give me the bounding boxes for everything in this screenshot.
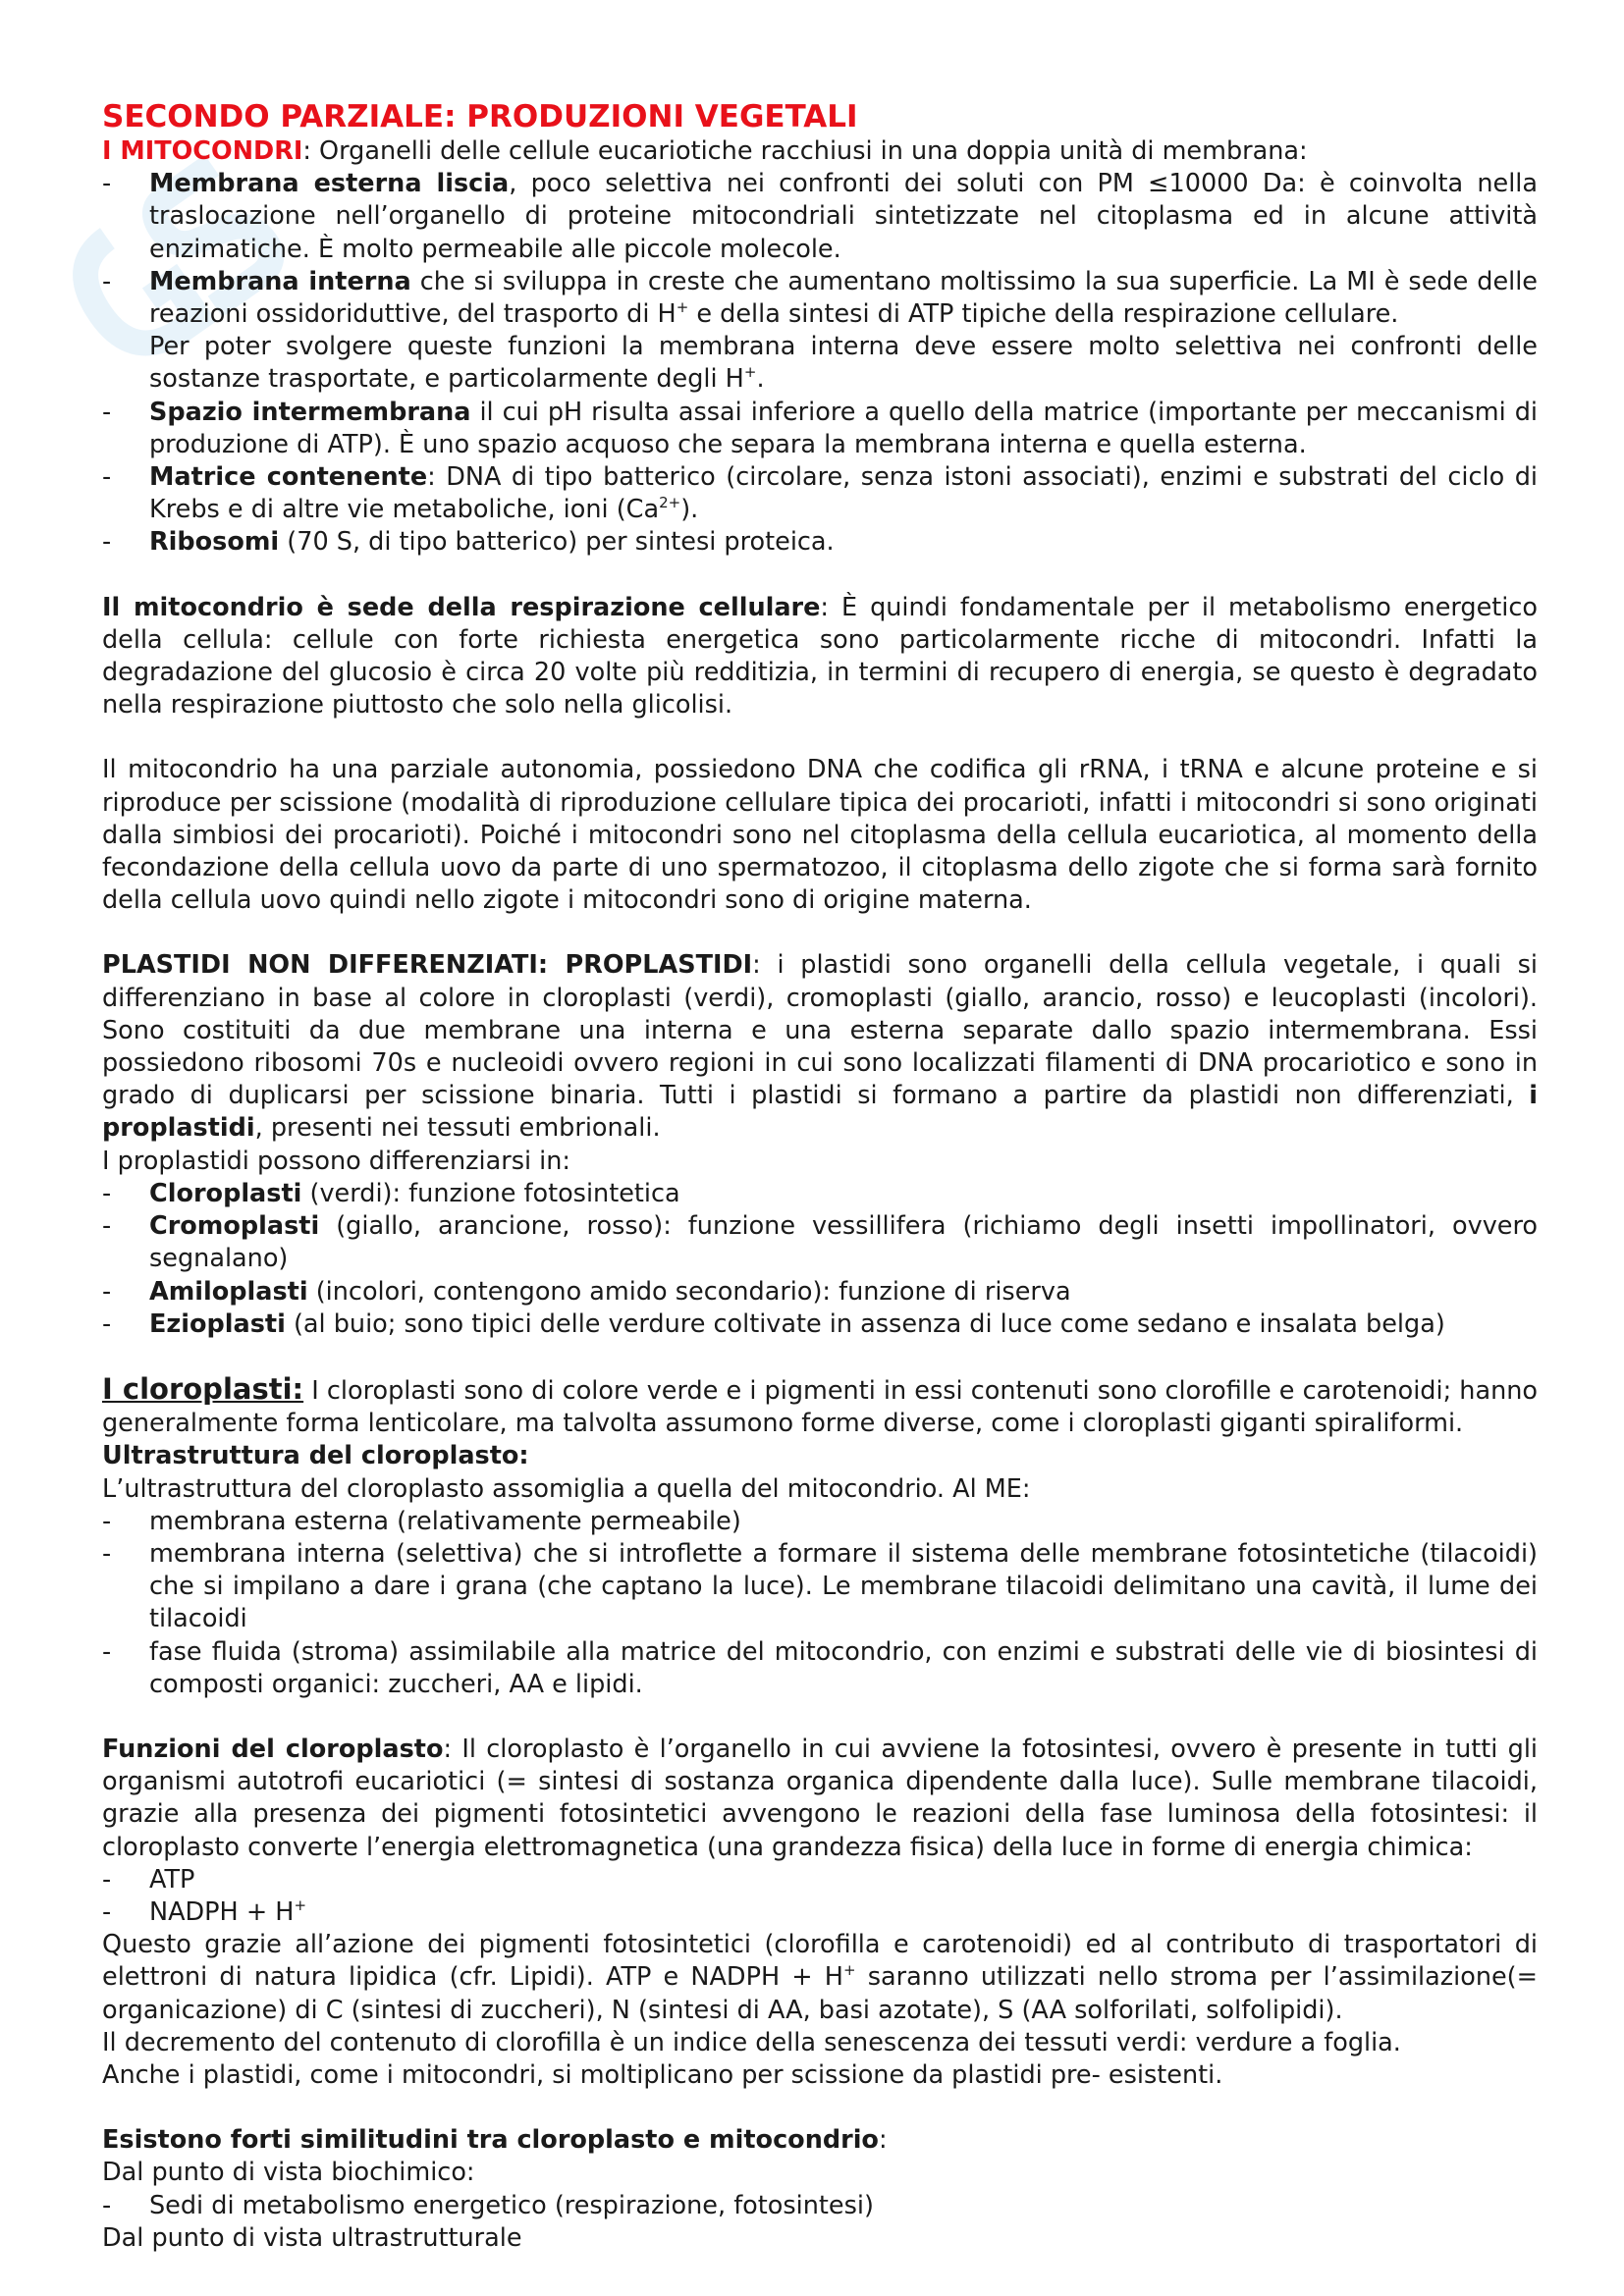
- list-item: - NADPH + H+: [102, 1896, 1538, 1929]
- cloroplasti-paragraph: I cloroplasti: I cloroplasti sono di colore verde e i pigmenti in essi contenuti sono clorofille e carotenoidi; hanno generalmente forma lenticolare, ma talvolta assumono forme diverse, come i cloroplasti giganti spiraliformi.: [102, 1371, 1538, 1439]
- ultrastruttura-text: L’ultrastruttura del cloroplasto assomiglia a quella del mitocondrio. Al ME:: [102, 1473, 1031, 1504]
- list-item: - Membrana esterna liscia, poco selettiva nei confronti dei soluti con PM ≤10000 Da: è coinvolta nella traslocazione nell’organello di proteine mitocondriali sintetizzate nel citoplasma ed in alcune attività enzimatiche. È molto permeabile alle piccole molecole.: [102, 168, 1538, 266]
- funzioni-paragraph: Funzioni del cloroplasto: Il cloroplasto è l’organello in cui avviene la fotosintesi, ovvero è presente in tutti gli organismi autotrofi eucariotici (= sintesi di sostanza organica dipendente dalla luce). Sulle membrane tilacoidi, grazie alla presenza dei pigmenti fotosintetici avvengono le reazioni della fase luminosa della fotosintesi: il cloroplasto converte l’energia elettromagnetica (una grandezza fisica) della luce in forme di energia chimica:: [102, 1734, 1538, 1862]
- list-item: - Matrice contenente: DNA di tipo batterico (circolare, senza istoni associati), enzimi e substrati del ciclo di Krebs e di altre vie metaboliche, ioni $(Ca^{2+})$.: [102, 461, 1538, 526]
- list-item: - fase fluida (stroma) assimilabile alla matrice del mitocondrio, con enzimi e substrati delle vie di biosintesi di composti organici: zuccheri, AA e lipidi.: [102, 1636, 1538, 1701]
- ultrastruttura-list: [102, 1506, 1538, 1701]
- funzioni-line-3: Il decremento del contenuto di clorofilla è un indice della senescenza dei tessuti verdi: verdure a foglia.: [102, 2027, 1401, 2057]
- funzioni-line-4: Anche i plastidi, come i mitocondri, si moltiplicano per scissione da plastidi pre- esistenti.: [102, 2059, 1223, 2090]
- mitocondri-intro: I MITOCONDRI: Organelli delle cellule eucariotiche racchiusi in una doppia unità di membrana:: [102, 136, 1308, 166]
- plastidi-line: I proplastidi possono differenziarsi in:: [102, 1146, 571, 1176]
- list-item: - Ezioplasti (al buio; sono tipici delle verdure coltivate in assenza di luce come sedano e insalata belga): [102, 1308, 1538, 1341]
- similitudini-list: [102, 2190, 1538, 2222]
- funzioni-list: [102, 1864, 1538, 1929]
- similitudini-heading: Esistono forti similitudini tra cloroplasto e mitocondrio:: [102, 2125, 888, 2156]
- funzioni-paragraph-2: Questo grazie all’azione dei pigmenti fotosintetici (clorofilla e carotenoidi) ed al contributo di trasportatori di elettroni di natura lipidica (cfr. Lipidi). ATP e NADPH + H+ saranno utilizzati nello stroma per l’assimilazione(= organicazione) di C (sintesi di zuccheri), N (sintesi di AA, basi azotate), S (AA solforilati, solfolipidi).: [102, 1930, 1538, 2025]
- mitocondri-list: [102, 168, 1538, 559]
- page-title: SECONDO PARZIALE: PRODUZIONI VEGETALI: [102, 99, 858, 134]
- similitudini-line-1: Dal punto di vista biochimico:: [102, 2158, 475, 2188]
- ultrastruttura-heading: Ultrastruttura del cloroplasto:: [102, 1441, 529, 1471]
- list-item: - ATP: [102, 1864, 1538, 1896]
- autonomia-paragraph: Il mitocondrio ha una parziale autonomia, possiedono DNA che codifica gli rRNA, i tRNA e alcune proteine e si riproduce per scissione (modalità di riproduzione cellulare tipica dei procarioti, infatti i mitocondri si sono originati dalla simbiosi dei procarioti). Poiché i mitocondri sono nel citoplasma della cellula eucariotica, al momento della fecondazione della cellula uovo da parte di uno spermatozoo, il citoplasma dello zigote che si forma sarà fornito della cellula uovo quindi nello zigote i mitocondri sono di origine materna.: [102, 755, 1538, 916]
- list-item: - Amiloplasti (incolori, contengono amido secondario): funzione di riserva: [102, 1276, 1538, 1308]
- list-item: - Cloroplasti (verdi): funzione fotosintetica: [102, 1178, 1538, 1210]
- cloroplasti-label: I cloroplasti:: [102, 1371, 304, 1406]
- plastidi-list: [102, 1178, 1538, 1341]
- list-item: - membrana esterna (relativamente permeabile): [102, 1506, 1538, 1538]
- respirazione-paragraph: Il mitocondrio è sede della respirazione cellulare: È quindi fondamentale per il metabolismo energetico della cellula: cellule con forte richiesta energetica sono particolarmente ricche di mitocondri. Infatti la degradazione del glucosio è circa 20 volte più redditizia, in termini di recupero di energia, se questo è degradato nella respirazione piuttosto che solo nella glicolisi.: [102, 592, 1538, 721]
- list-item: - Spazio intermembrana il cui pH risulta assai inferiore a quello della matrice (importante per meccanismi di produzione di ATP). È uno spazio acquoso che separa la membrana interna e quella esterna.: [102, 397, 1538, 461]
- list-item: - Sedi di metabolismo energetico (respirazione, fotosintesi): [102, 2190, 1538, 2222]
- similitudini-line-2: Dal punto di vista ultrastrutturale: [102, 2222, 522, 2253]
- document-content: [102, 98, 1538, 2255]
- list-item: - Ribosomi (70 S, di tipo batterico) per sintesi proteica.: [102, 526, 1538, 559]
- mitocondri-label: I MITOCONDRI: [102, 136, 303, 166]
- plastidi-paragraph: PLASTIDI NON DIFFERENZIATI: PROPLASTIDI: i plastidi sono organelli della cellula vegetale, i quali si differenziano in base al colore in cloroplasti (verdi), cromoplasti (giallo, arancio, rosso) e leucoplasti (incolori). Sono costituiti da due membrane una interna e una esterna separate dallo spazio intermembrana. Essi possiedono ribosomi 70s e nucleoidi ovvero regioni in cui sono localizzati filamenti di DNA procariotico e sono in grado di duplicarsi per scissione binaria. Tutti i plastidi si formano a partire da plastidi non differenziati, i proplastidi, presenti nei tessuti embrionali.: [102, 950, 1538, 1144]
- list-item: - Cromoplasti (giallo, arancione, rosso): funzione vessillifera (richiamo degli insetti impollinatori, ovvero segnalano): [102, 1210, 1538, 1275]
- list-item: - membrana interna (selettiva) che si introflette a formare il sistema delle membrane fotosintetiche (tilacoidi) che si impilano a dare i grana (che captano la luce). Le membrane tilacoidi delimitano una cavità, il lume dei tilacoidi: [102, 1538, 1538, 1636]
- list-item: - Membrana interna che si sviluppa in creste che aumentano moltissimo la sua superficie. La MI è sede delle reazioni ossidoriduttive, del trasporto di H+ e della sintesi di ATP tipiche della respirazione cellulare. Per poter svolgere queste funzioni la membrana interna deve essere molto selettiva nei confronti delle sostanze trasportate, e particolarmente degli H+.: [102, 266, 1538, 397]
